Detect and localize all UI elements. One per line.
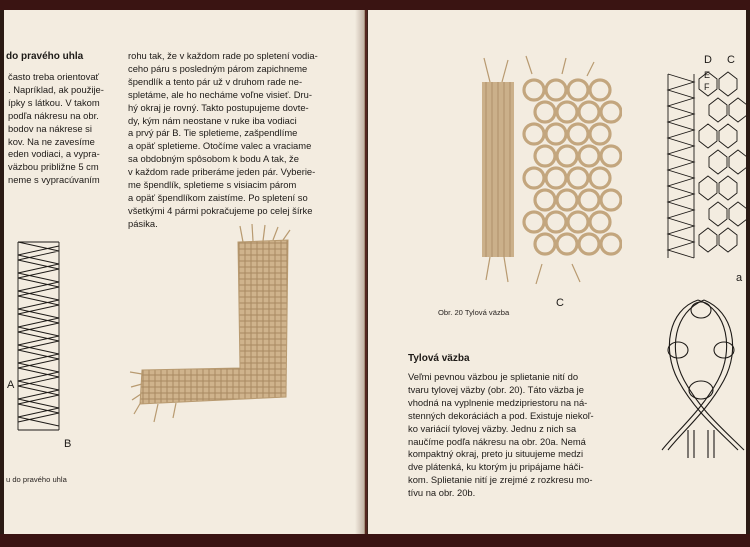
text-line: spletáme, ale ho necháme voľne visieť. Dru- <box>128 88 312 100</box>
diagram-label-a: A <box>7 379 15 391</box>
net-cell <box>719 176 737 200</box>
lace-mesh-cell <box>557 190 577 210</box>
net-cell <box>699 124 717 148</box>
lace-corner-photo <box>128 222 308 452</box>
lace-mesh-cell <box>601 102 621 122</box>
text-line: tívu na obr. 20b. <box>408 487 476 499</box>
text-line: často treba orientovať <box>8 71 100 82</box>
lace-mesh-cell <box>568 80 588 100</box>
lace-mesh-cell <box>590 124 610 144</box>
lace-mesh-cell <box>535 190 555 210</box>
net-cell <box>709 150 727 174</box>
lace-mesh-cell <box>557 234 577 254</box>
net-cell <box>729 150 746 174</box>
text-line: a opäť spletieme. Otočíme valec a vraciame <box>128 140 312 152</box>
section-heading: Tylová väzba <box>408 353 470 364</box>
text-line: stenných dekoráciách a pod. Existuje niekoľ- <box>408 409 594 421</box>
text-line: ceho páru s posledným párom zapichneme <box>128 62 308 74</box>
lace-mesh-cell <box>579 102 599 122</box>
lace-mesh-cell <box>524 124 544 144</box>
lace-mesh-cell <box>568 168 588 188</box>
right-page <box>368 10 746 534</box>
net-cell <box>719 124 737 148</box>
text-line: kov. Na ne zavesíme <box>8 135 95 147</box>
lace-mesh-cell <box>590 168 610 188</box>
right-body-text <box>408 371 594 500</box>
center-column-text <box>128 50 318 231</box>
bottom-edge <box>0 534 750 547</box>
diagram-label-e: E <box>704 70 711 80</box>
text-line: podľa nákresu na obr. <box>8 109 99 121</box>
lace-mesh-cell <box>546 212 566 232</box>
diagram-label-d: D <box>704 54 712 66</box>
text-line: dy, kým nám neostane v ruke iba vodiaci <box>128 114 297 126</box>
lace-mesh-cell <box>524 212 544 232</box>
net-cell <box>719 72 737 96</box>
lace-mesh-cell <box>546 168 566 188</box>
net-cell <box>719 228 737 252</box>
lace-mesh-cell <box>590 80 610 100</box>
text-line: a opäť špendlíkom zaistíme. Po spletení so <box>128 191 308 203</box>
lace-mesh-cell <box>524 168 544 188</box>
lace-mesh-cell <box>546 80 566 100</box>
text-line: väzbou približne 5 cm <box>8 161 99 173</box>
text-line: me špendlík, spletieme s visiacim párom <box>128 179 297 191</box>
lace-mesh-cell <box>557 102 577 122</box>
lace-mesh-cell <box>579 190 599 210</box>
text-line: dve plátenká, ku ktorým ju pripájame háči- <box>408 461 584 473</box>
lace-mesh-cell <box>590 212 610 232</box>
lace-mesh-cell <box>524 80 544 100</box>
net-cell <box>729 98 746 122</box>
text-line: a prvý pár B. Tie spletieme, zašpendlíme <box>128 127 298 139</box>
lace-mesh-cell <box>535 102 555 122</box>
text-line: Veľmi pevnou väzbou je splietanie nití do <box>408 371 579 382</box>
lace-mesh-cell <box>546 124 566 144</box>
lace-mesh-cell <box>535 146 555 166</box>
net-cell <box>699 176 717 200</box>
lace-mesh-cell <box>568 124 588 144</box>
lace-mesh-cell <box>601 146 621 166</box>
text-line: všetkými 4 pármi pokračujeme po celej šírke <box>128 204 313 216</box>
text-line: ko variácií tylovej väzby. Jednu z nich sa <box>408 422 577 434</box>
text-line: špendlík a tento pár už v druhom rade ne- <box>128 75 303 87</box>
text-line: kompaktný okraj, preto ju situujeme medzi <box>408 448 584 460</box>
net-cell <box>699 228 717 252</box>
figure-label-c: C <box>556 297 564 309</box>
lace-mesh-cell <box>579 234 599 254</box>
lace-mesh-cell <box>557 146 577 166</box>
text-line: eden vodiaci, a vypra- <box>8 148 100 160</box>
braid-diagram <box>658 290 746 460</box>
text-line: vhodná na vyplnenie medzipriestoru na ná- <box>408 396 588 408</box>
lace-mesh-cell <box>579 146 599 166</box>
text-line: pásika. <box>128 217 158 229</box>
text-line: hý okraj je rovný. Takto postupujeme dovte- <box>128 101 309 113</box>
net-cell <box>729 202 746 226</box>
left-column-text <box>8 71 104 187</box>
left-caption-fragment: u do pravého uhla <box>6 475 67 484</box>
text-line: naučíme podľa nákresu na obr. 20a. Nemá <box>408 435 586 447</box>
text-line: sa obdobným spôsobom k bodu A tak, že <box>128 153 299 165</box>
diagram-label-f: F <box>704 82 710 92</box>
text-line: v každom rade priberáme jeden pár. Vyberie- <box>128 166 316 178</box>
text-line: tvaru tylovej väzby (obr. 20). Táto väzba je <box>408 383 584 395</box>
text-line: kom. Splietanie nití je zrejmé z rozkresu mo- <box>408 474 593 486</box>
lace-mesh-cell <box>601 234 621 254</box>
top-edge <box>0 0 750 10</box>
figure-caption: Obr. 20 Tylová väzba <box>438 308 510 317</box>
net-cell <box>709 98 727 122</box>
text-line: rohu tak, že v každom rade po spletení vodia- <box>128 50 318 61</box>
left-heading-fragment: do pravého uhla <box>6 51 84 62</box>
tulle-lace-photo <box>462 52 622 292</box>
diagram-label-c: C <box>727 54 735 66</box>
text-line: ípky s látkou. V takom <box>8 96 100 108</box>
text-line: neme s vypracúvaním <box>8 174 100 186</box>
net-cell <box>709 202 727 226</box>
corner-diagram <box>4 232 74 442</box>
left-page <box>4 10 365 534</box>
text-line: bodov na nákrese si <box>8 122 92 134</box>
lace-mesh-cell <box>535 234 555 254</box>
lace-mesh-cell <box>601 190 621 210</box>
text-line: . Napríklad, ak použije- <box>8 83 104 95</box>
diagram-label-a-small: a <box>736 272 743 284</box>
diagram-label-b: B <box>64 438 72 450</box>
lace-mesh-cell <box>568 212 588 232</box>
